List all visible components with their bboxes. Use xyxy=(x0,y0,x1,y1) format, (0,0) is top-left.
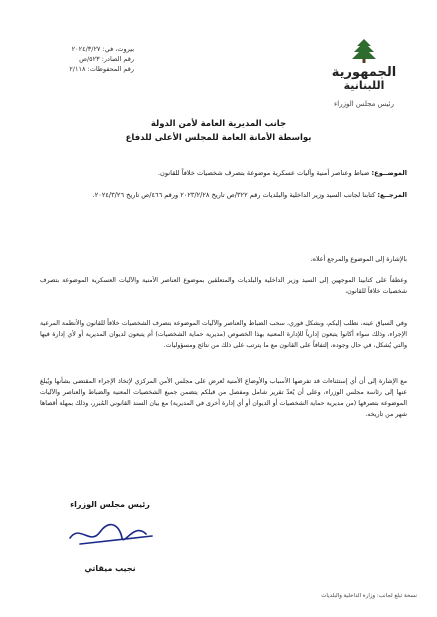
cc-note: نسخة تبلغ لجانب: وزارة الداخلية والبلديات xyxy=(321,593,417,599)
greeting: بالإشارة إلى الموضوع والمرجع أعلاه، xyxy=(310,256,407,263)
cedar-icon xyxy=(309,38,419,64)
addressee-line2: بواسطة الأمانة العامة للمجلس الأعلى للدفاع xyxy=(125,133,312,143)
office-signature: رئيس مجلس الوزراء xyxy=(333,100,395,108)
reference-box xyxy=(16,44,134,74)
addressee xyxy=(40,117,397,145)
subject-label: الموضــوع: xyxy=(371,169,407,177)
handwritten-signature xyxy=(60,516,160,560)
reference-label: المرجــع: xyxy=(377,191,407,199)
body-paragraph-2: وفي السياق عينه، نطلب إليكم، وبشكل فوري، سحب الضباط والعناصر والآليات الموضوعة بتصرف الشخصيات خلافاً للقانون والأنظمة المرعية الإجراء، وذلك سواء أكانوا يتبعون إدارياً للإدارة المعنية بهذا الخصوص (مديرية حماية الشخصيات) أم يتبعون لديوان المديرية أو لأي إدارة فيها والتي يُشكل، في حال وجوده، إلتفافاً على القانون مع ما يترتب على ذلك من نتائج ومسؤوليات. xyxy=(40,320,407,349)
subject-row xyxy=(40,168,407,178)
signatory-name: نجيب ميقاتي xyxy=(84,564,136,573)
outgoing-number: رقم الصادر: ٥٢٣/ص xyxy=(79,55,134,63)
republic-name-line1: الجمهورية xyxy=(331,65,397,80)
signature-title: رئيس مجلس الوزراء xyxy=(70,500,150,509)
body-paragraph-1: وعطفاً على كتابينا الموجهين إلى السيد وزير الداخلية والبلديات والمتعلقين بموضوع العناصر الأمنية والآليات العسكرية الموضوعة بتصرف شخصيات خلافاً للقانون، xyxy=(40,277,407,295)
reference-text: كتابنا لجانب السيد وزير الداخلية والبلديات رقم ٣٢٢/ص تاريخ ٢٠٢٣/٢/٢٨ ورقم ٤٦٦/ص تاريخ ٢٠٢٤/٣/٢٦. xyxy=(92,191,376,199)
addressee-line1: جانب المديرية العامة لأمن الدولة xyxy=(150,119,287,129)
file-number: رقم المحفوظات: ٢/١١٨ xyxy=(69,65,134,73)
republic-name-line2: اللبنانية xyxy=(343,79,385,92)
reference-row xyxy=(40,190,407,200)
letterhead-emblem xyxy=(309,38,419,108)
beirut-date: بيروت، في: ٢٠٢٤/٣/٢٧ xyxy=(71,45,134,53)
body-paragraph-3: مع الإشارة إلى أن أي إستثناءات قد تفرضها الأسباب والأوضاع الأمنية تُعرض على مجلس الأمن المركزي لإتخاذ الإجراء المقتضى بشأنها ويُبلغ عنها إلى رئاسة مجلس الوزراء، وعلى أن يُعدّ تقرير شامل ومفصل من قبلكم يتضمن جميع الشخصيات المعنية والضباط والعناصر والآليات الموضوعة بتصرفها (من مديرية حماية الشخصيات أو الديوان أو أي إدارة أخرى في المديرية) مع بيان السند القانوني المُبرر، وذلك بمهلة أقصاها شهر من تاريخه. xyxy=(40,378,407,418)
subject-text: ضباط وعناصر أمنية وآليات عسكرية موضوعة بتصرف شخصيات خلافاً للقانون. xyxy=(157,169,370,177)
